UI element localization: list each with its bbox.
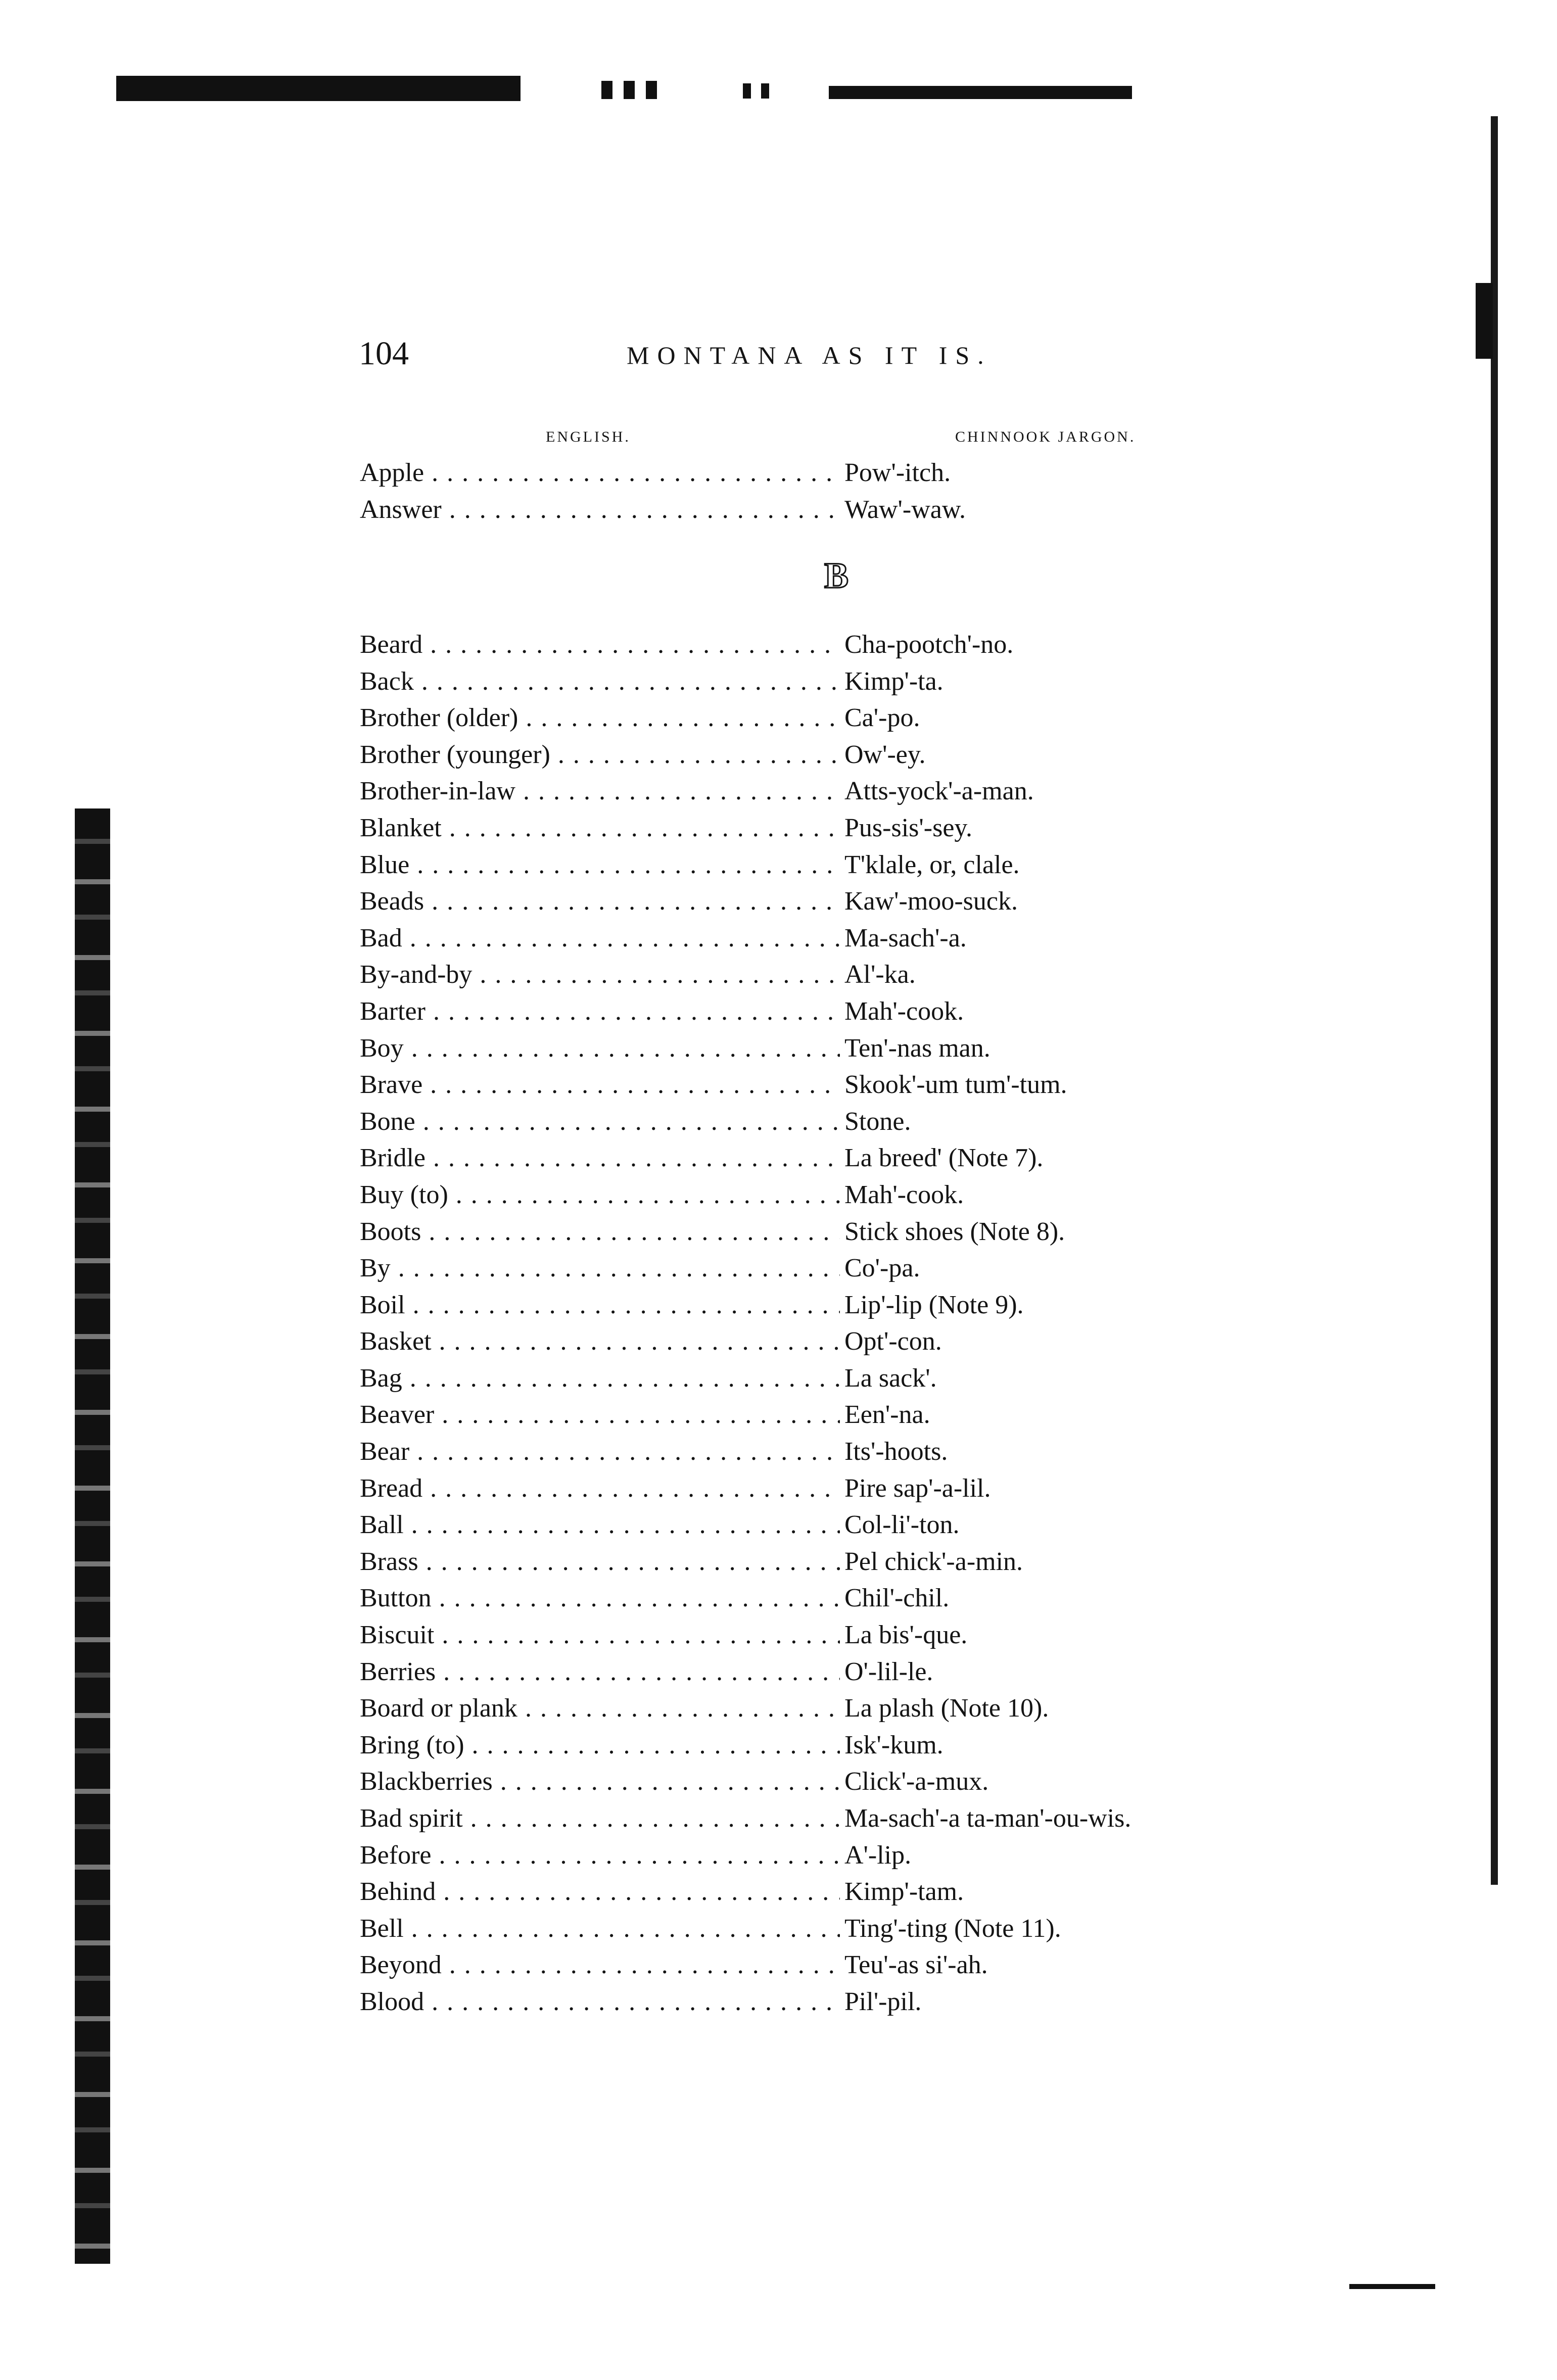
english-term: Bad . . . <box>360 920 840 957</box>
english-term: Boots . . . <box>360 1214 840 1250</box>
entry-row <box>360 1104 1219 1140</box>
chinook-term: Click'-a-mux. <box>842 1764 988 1800</box>
english-term: Apple . . . <box>360 455 840 491</box>
english-term: Brother (older) . . . <box>360 700 840 736</box>
entry-row <box>360 1984 1219 2021</box>
english-term: Beaver . . . <box>360 1397 840 1433</box>
chinook-term: Kimp'-ta. <box>842 663 943 700</box>
english-term: Bread . . . <box>360 1470 840 1507</box>
entry-row <box>360 1250 1219 1287</box>
entry-row <box>360 810 1219 847</box>
scan-artifact-rule <box>1349 2284 1435 2289</box>
chinook-term: Stick shoes (Note 8). <box>842 1214 1065 1250</box>
entry-row <box>360 1874 1219 1911</box>
scan-artifact-bar <box>743 83 773 99</box>
section-letter-b <box>814 558 859 594</box>
english-term: Beard . . . <box>360 627 840 663</box>
chinook-term: Co'-pa. <box>842 1250 920 1287</box>
entry-row <box>360 920 1219 957</box>
english-term: Bag . . . <box>360 1360 840 1397</box>
english-term: Blackberries . . . <box>360 1764 840 1800</box>
entry-row <box>360 627 1219 663</box>
chinook-term: Pel chick'-a-min. <box>842 1544 1023 1580</box>
chinook-term: T'klale, or, clale. <box>842 847 1020 883</box>
chinook-term: Ow'-ey. <box>842 737 926 773</box>
english-term: Blood . . . <box>360 1984 840 2020</box>
english-term: Boil . . . <box>360 1287 840 1323</box>
english-term: Brass . . . <box>360 1544 840 1580</box>
chinook-term: Skook'-um tum'-tum. <box>842 1067 1067 1103</box>
english-term: Brother-in-law . . . <box>360 773 840 810</box>
entry-row <box>360 1177 1219 1214</box>
entry-row <box>360 1727 1219 1764</box>
entry-row <box>360 773 1219 810</box>
english-term: Biscuit . . . <box>360 1617 840 1653</box>
scan-artifact-bar <box>116 76 521 101</box>
chinook-term: Col-li'-ton. <box>842 1507 959 1543</box>
english-term: Ball . . . <box>360 1507 840 1543</box>
english-term: Blue . . . <box>360 847 840 883</box>
entry-row <box>360 1323 1219 1360</box>
english-term: Brother (younger) . . . <box>360 737 840 773</box>
scan-artifact-left-edge <box>75 808 110 2264</box>
chinook-term: La bis'-que. <box>842 1617 967 1653</box>
column-header-english: ENGLISH. <box>546 429 631 445</box>
entry-row <box>360 1030 1219 1067</box>
entry-list-b <box>360 627 1219 2021</box>
entry-list-a <box>360 455 1219 528</box>
entry-row <box>360 1580 1219 1617</box>
entry-row <box>360 883 1219 920</box>
scan-artifact-bar <box>829 86 1132 99</box>
chinook-term: Cha-pootch'-no. <box>842 627 1013 663</box>
english-term: Brave . . . <box>360 1067 840 1103</box>
entry-row <box>360 1911 1219 1947</box>
entry-row <box>360 847 1219 884</box>
english-term: By-and-by . . . <box>360 957 840 993</box>
chinook-term: Chil'-chil. <box>842 1580 949 1616</box>
chinook-term: Een'-na. <box>842 1397 930 1433</box>
chinook-term: Ten'-nas man. <box>842 1030 990 1067</box>
entry-row <box>360 737 1219 774</box>
scan-artifact-bar <box>601 81 667 99</box>
chinook-term: Isk'-kum. <box>842 1727 943 1764</box>
chinook-term: Pil'-pil. <box>842 1984 921 2020</box>
chinook-term: Opt'-con. <box>842 1323 942 1360</box>
english-term: Back . . . <box>360 663 840 700</box>
entry-row <box>360 1654 1219 1691</box>
entry-row <box>360 1067 1219 1104</box>
chinook-term: Ca'-po. <box>842 700 920 736</box>
chinook-term: La plash (Note 10). <box>842 1690 1049 1727</box>
chinook-term: Mah'-cook. <box>842 1177 964 1213</box>
chinook-term: Waw'-waw. <box>842 492 966 528</box>
english-term: Bell . . . <box>360 1911 840 1947</box>
chinook-term: Pow'-itch. <box>842 455 951 491</box>
english-term: Bridle . . . <box>360 1140 840 1176</box>
chinook-term: Al'-ka. <box>842 957 916 993</box>
chinook-term: Atts-yock'-a-man. <box>842 773 1034 810</box>
running-title: MONTANA AS IT IS. <box>627 341 992 369</box>
chinook-term: Pus-sis'-sey. <box>842 810 972 846</box>
english-term: Answer . . . <box>360 492 840 528</box>
entry-row <box>360 1837 1219 1874</box>
chinook-term: Pire sap'-a-lil. <box>842 1470 991 1507</box>
entry-row <box>360 663 1219 700</box>
chinook-term: Ma-sach'-a ta-man'-ou-wis. <box>842 1800 1131 1837</box>
chinook-term: Stone. <box>842 1104 911 1140</box>
chinook-term: Mah'-cook. <box>842 993 964 1030</box>
english-term: Boy . . . <box>360 1030 840 1067</box>
chinook-term: O'-lil-le. <box>842 1654 933 1690</box>
column-header-chinook: CHINNOOK JARGON. <box>955 429 1136 445</box>
english-term: Bad spirit . . . <box>360 1800 840 1837</box>
entry-row <box>360 1947 1219 1984</box>
english-term: Button . . . <box>360 1580 840 1616</box>
entry-row <box>360 1507 1219 1544</box>
english-term: Bone . . . <box>360 1104 840 1140</box>
page-number: 104 <box>359 335 409 372</box>
entry-row <box>360 1287 1219 1324</box>
chinook-term: La breed' (Note 7). <box>842 1140 1043 1176</box>
english-term: Bring (to) . . . <box>360 1727 840 1764</box>
english-term: By . . . <box>360 1250 840 1287</box>
chinook-term: Lip'-lip (Note 9). <box>842 1287 1024 1323</box>
section-letter-b-text: B <box>824 558 849 594</box>
scan-artifact-right-edge <box>1491 116 1498 1885</box>
entry-row <box>360 1690 1219 1727</box>
chinook-term: Kimp'-tam. <box>842 1874 964 1910</box>
scan-artifact-blot <box>1476 283 1493 359</box>
entry-row <box>360 1140 1219 1177</box>
english-term: Board or plank . . . <box>360 1690 840 1727</box>
entry-row <box>360 1470 1219 1507</box>
chinook-term: A'-lip. <box>842 1837 911 1874</box>
english-term: Berries . . . <box>360 1654 840 1690</box>
chinook-term: Ma-sach'-a. <box>842 920 967 957</box>
chinook-term: Teu'-as si'-ah. <box>842 1947 988 1983</box>
entry-row <box>360 1800 1219 1837</box>
column-headers <box>359 424 1188 450</box>
chinook-term: Kaw'-moo-suck. <box>842 883 1018 920</box>
chinook-term: Its'-hoots. <box>842 1434 948 1470</box>
entry-row <box>360 455 1219 492</box>
entry-row <box>360 993 1219 1030</box>
english-term: Basket . . . <box>360 1323 840 1360</box>
entry-row <box>360 492 1219 529</box>
english-term: Bear . . . <box>360 1434 840 1470</box>
chinook-term: La sack'. <box>842 1360 937 1397</box>
page-header <box>359 331 1076 376</box>
english-term: Beyond . . . <box>360 1947 840 1983</box>
entry-row <box>360 1764 1219 1800</box>
entry-row <box>360 1214 1219 1251</box>
entry-row <box>360 1360 1219 1397</box>
entry-row <box>360 700 1219 737</box>
english-term: Barter . . . <box>360 993 840 1030</box>
entry-row <box>360 1617 1219 1654</box>
english-term: Behind . . . <box>360 1874 840 1910</box>
entry-row <box>360 957 1219 993</box>
english-term: Beads . . . <box>360 883 840 920</box>
english-term: Buy (to) . . . <box>360 1177 840 1213</box>
entry-row <box>360 1434 1219 1470</box>
entry-row <box>360 1397 1219 1434</box>
chinook-term: Ting'-ting (Note 11). <box>842 1911 1061 1947</box>
english-term: Before . . . <box>360 1837 840 1874</box>
entry-row <box>360 1544 1219 1581</box>
english-term: Blanket . . . <box>360 810 840 846</box>
